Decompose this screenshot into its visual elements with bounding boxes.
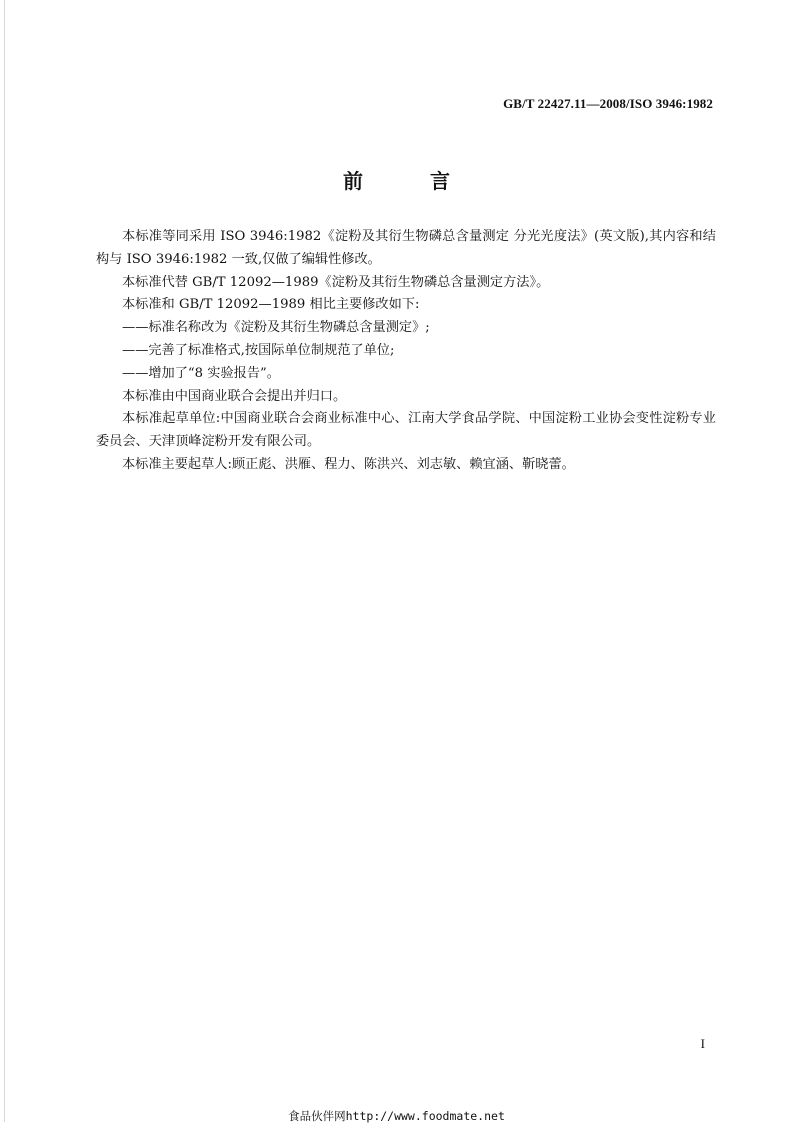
standard-code: GB/T 22427.11—2008/ISO 3946:1982 [503,96,713,111]
paragraph-proposer: 本标准由中国商业联合会提出并归口。 [122,388,347,404]
paragraph-replaces: 本标准代替 GB/T 12092—1989《淀粉及其衍生物磷总含量测定方法》。 [122,274,550,290]
page-number: I [700,1036,705,1051]
footer-watermark: 食品伙伴网http://www.foodmate.net [288,1109,505,1123]
foreword-body [96,226,716,477]
paragraph-drafters: 本标准主要起草人:顾正彪、洪雁、程力、陈洪兴、刘志敏、赖宜涵、靳晓蕾。 [122,456,575,472]
paragraph-changes-intro: 本标准和 GB/T 12092—1989 相比主要修改如下: [122,297,420,313]
page-title: 前 言 [343,169,480,193]
paragraph-drafting-units: 本标准起草单位:中国商业联合会商业标准中心、江南大学食品学院、中国淀粉工业协会变性淀粉专业委员会、天津顶峰淀粉开发有限公司。 [96,411,716,450]
change-item-report: ——增加了“8 实验报告”。 [122,365,280,381]
change-item-format: ——完善了标准格式,按国际单位制规范了单位; [122,342,395,358]
paragraph-adoption: 本标准等同采用 ISO 3946:1982《淀粉及其衍生物磷总含量测定 分光光度法》(英文版),其内容和结构与 ISO 3946:1982 一致,仅做了编辑性修改。 [96,229,716,267]
change-item-name: ——标准名称改为《淀粉及其衍生物磷总含量测定》; [122,320,430,336]
